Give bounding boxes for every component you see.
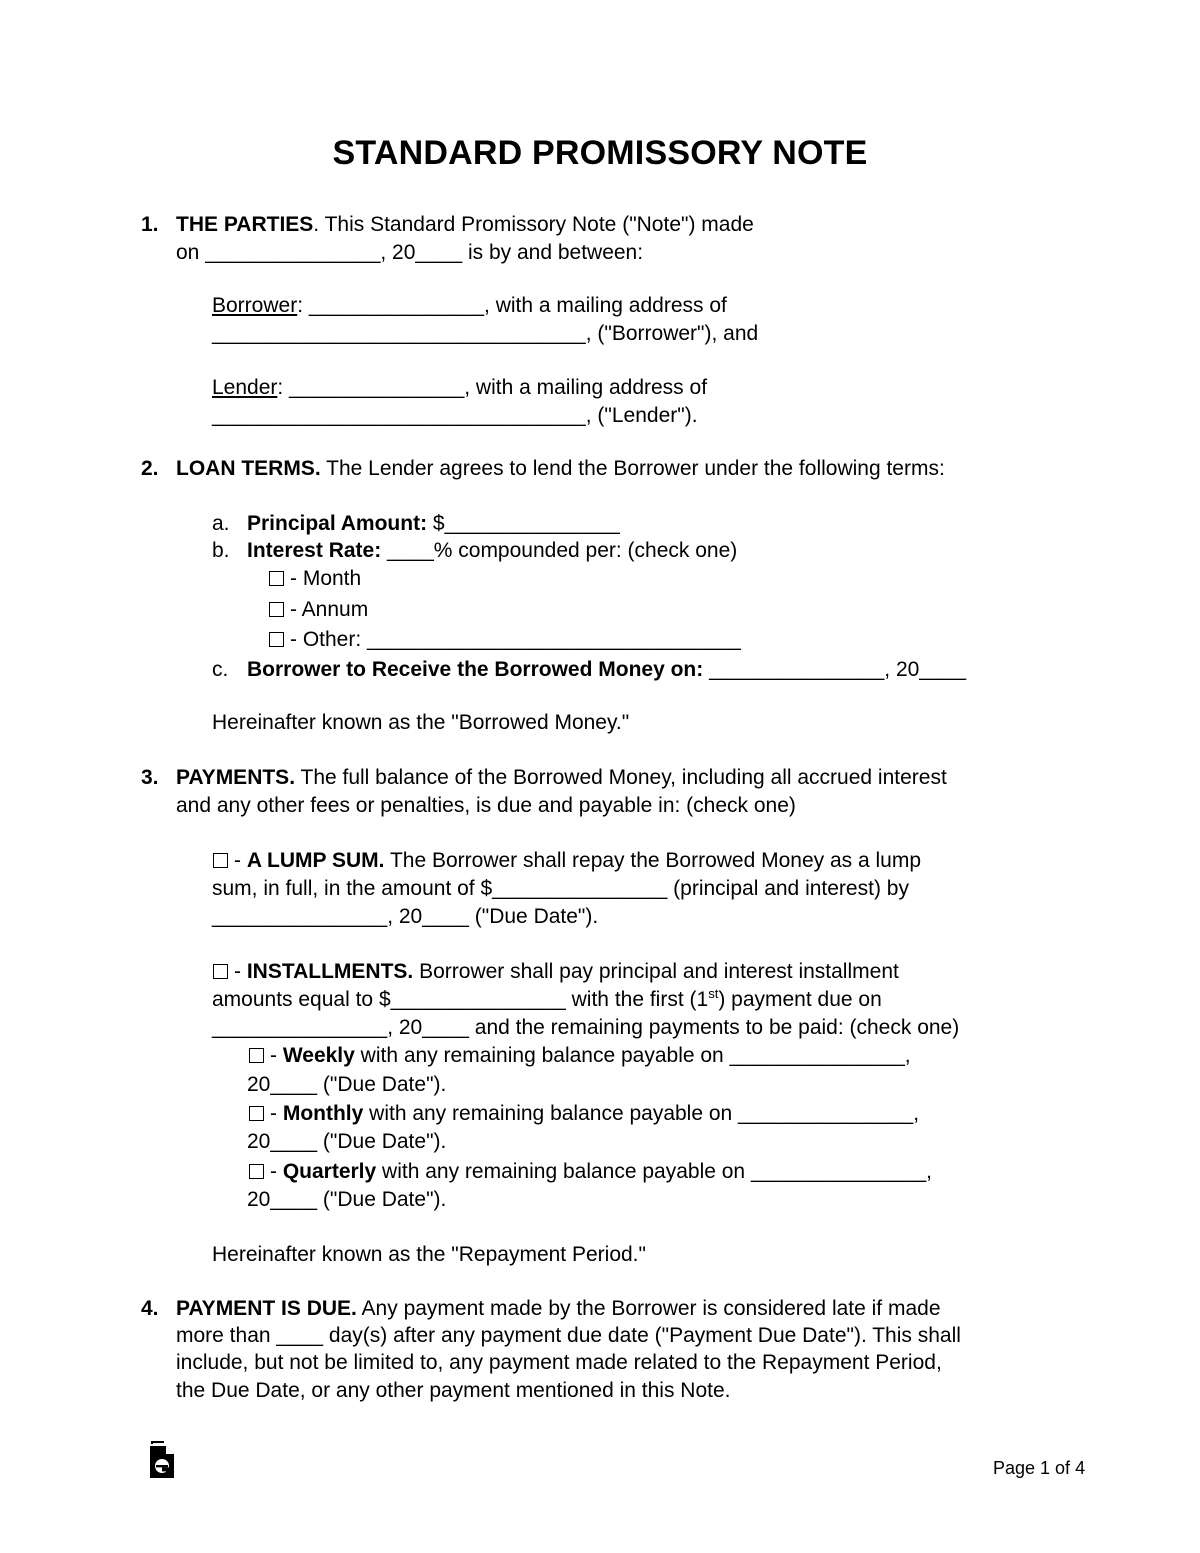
section-parties-line1: THE PARTIES. This Standard Promissory Note ("Note") made xyxy=(176,213,754,236)
checkbox-icon[interactable] xyxy=(249,1048,264,1063)
repayment-period-definition: Hereinafter known as the "Repayment Period." xyxy=(212,1243,646,1266)
item-letter: a. xyxy=(212,512,230,535)
page-number: Page 1 of 4 xyxy=(993,1458,1086,1478)
lender-line1: Lender: _______________, with a mailing address of xyxy=(212,376,708,399)
lump-sum-line1: - A LUMP SUM. The Borrower shall repay the Borrowed Money as a lump xyxy=(213,848,921,874)
installments-line1: - INSTALLMENTS. Borrower shall pay principal and interest installment xyxy=(213,959,899,985)
section-heading: THE PARTIES xyxy=(176,213,314,236)
option-quarterly: - Quarterly with any remaining balance payable on _______________, xyxy=(249,1159,932,1185)
lender-label: Lender xyxy=(212,376,278,399)
principal-amount-line: Principal Amount: $_______________ xyxy=(247,512,620,535)
section-payment-due-line1: PAYMENT IS DUE. Any payment made by the Borrower is considered late if made xyxy=(176,1297,941,1320)
eforms-logo-icon xyxy=(148,1440,176,1480)
weekly-due-date: 20____ ("Due Date"). xyxy=(247,1073,447,1096)
section-payment-due-line4: the Due Date, or any other payment mentioned in this Note. xyxy=(176,1379,731,1402)
lump-sum-line2: sum, in full, in the amount of $_______________ (principal and interest) by xyxy=(212,877,909,900)
item-letter: c. xyxy=(212,658,229,681)
section-payment-due-line3: include, but not be limited to, any payment made related to the Repayment Period, xyxy=(176,1351,942,1374)
option-weekly: - Weekly with any remaining balance payable on _______________, xyxy=(249,1043,911,1069)
borrower-line2: ________________________________, ("Borrower"), and xyxy=(212,322,759,345)
borrower-label: Borrower xyxy=(212,294,298,317)
checkbox-icon[interactable] xyxy=(269,632,284,647)
section-number: 3. xyxy=(141,766,159,789)
interest-rate-line: Interest Rate: ____% compounded per: (check one) xyxy=(247,539,738,562)
installments-line2: amounts equal to $_______________ with the first (1st) payment due on xyxy=(212,986,882,1011)
section-number: 2. xyxy=(141,457,159,480)
checkbox-icon[interactable] xyxy=(269,602,284,617)
section-number: 4. xyxy=(141,1297,159,1320)
checkbox-icon[interactable] xyxy=(249,1106,264,1121)
option-monthly: - Monthly with any remaining balance payable on _______________, xyxy=(249,1101,919,1127)
section-loan-terms-line1: LOAN TERMS. The Lender agrees to lend the Borrower under the following terms: xyxy=(176,457,945,480)
section-number: 1. xyxy=(141,213,159,236)
lump-sum-line3: _______________, 20____ ("Due Date"). xyxy=(212,905,599,928)
option-annum: - Annum xyxy=(269,597,368,623)
checkbox-icon[interactable] xyxy=(213,853,228,868)
section-parties-line2: on _______________, 20____ is by and between: xyxy=(176,241,644,264)
option-month: - Month xyxy=(269,566,361,592)
section-payments-line1: PAYMENTS. The full balance of the Borrowed Money, including all accrued interest xyxy=(176,766,947,789)
checkbox-icon[interactable] xyxy=(269,571,284,586)
checkbox-icon[interactable] xyxy=(213,964,228,979)
lender-line2: ________________________________, ("Lender"). xyxy=(212,404,698,427)
quarterly-due-date: 20____ ("Due Date"). xyxy=(247,1188,447,1211)
receive-money-line: Borrower to Receive the Borrowed Money on: _______________, 20____ xyxy=(247,658,967,681)
option-other: - Other: ________________________________ xyxy=(269,627,741,653)
installments-line3: _______________, 20____ and the remaining payments to be paid: (check one) xyxy=(212,1016,960,1039)
section-payment-due-line2: more than ____ day(s) after any payment due date ("Payment Due Date"). This shall xyxy=(176,1324,961,1347)
section-payments-line2: and any other fees or penalties, is due and payable in: (check one) xyxy=(176,794,796,817)
section-heading: LOAN TERMS. xyxy=(176,457,321,480)
section-heading: PAYMENT IS DUE. xyxy=(176,1297,357,1320)
borrowed-money-definition: Hereinafter known as the "Borrowed Money." xyxy=(212,711,630,734)
monthly-due-date: 20____ ("Due Date"). xyxy=(247,1130,447,1153)
borrower-line1: Borrower: _______________, with a mailing address of xyxy=(212,294,727,317)
item-letter: b. xyxy=(212,539,230,562)
checkbox-icon[interactable] xyxy=(249,1164,264,1179)
document-title: STANDARD PROMISSORY NOTE xyxy=(332,134,868,172)
section-heading: PAYMENTS. xyxy=(176,766,296,789)
